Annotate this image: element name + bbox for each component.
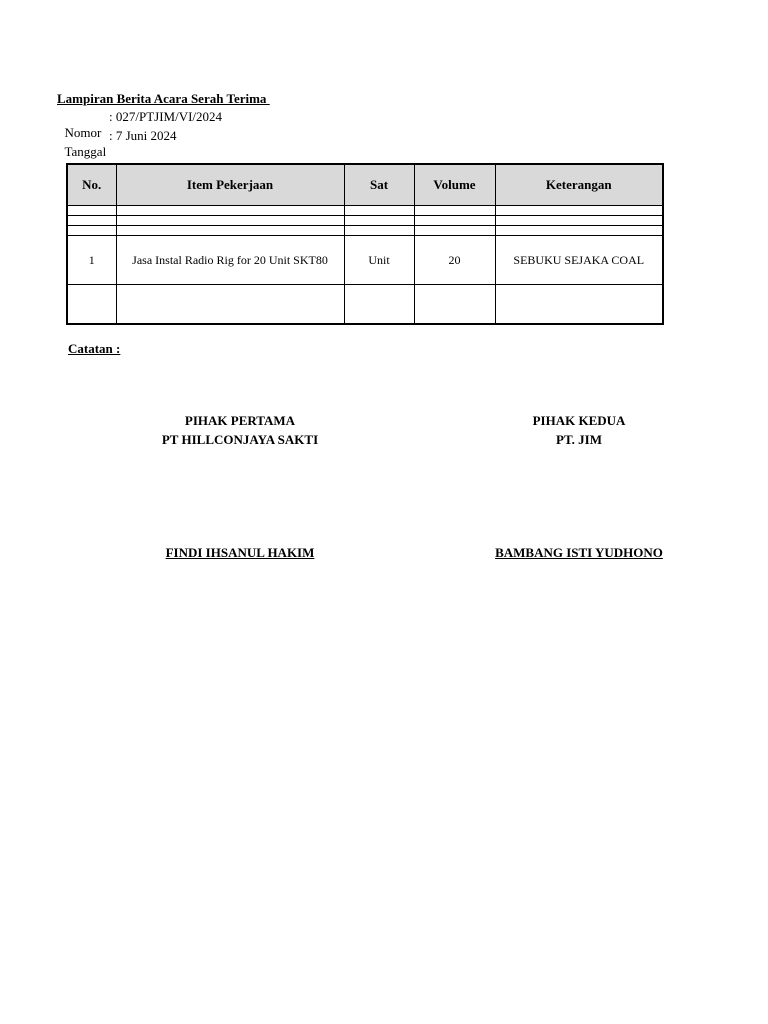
cell-item: Jasa Instal Radio Rig for 20 Unit SKT80 [116,236,344,285]
first-party-signer: FINDI IHSANUL HAKIM [165,545,315,560]
document-title: Lampiran Berita Acara Serah Terima [57,91,270,106]
catatan-label: Catatan : [68,341,121,356]
second-party-company: PT. JIM [556,432,602,447]
table-row [67,236,663,285]
header-volume: Volume [414,164,495,206]
table-spacer-row [67,216,663,226]
nomor-value: : 027/PTJIM/VI/2024 [109,109,223,124]
table-spacer-row [67,206,663,216]
first-party-block [120,411,360,449]
items-table [66,163,664,325]
header-keterangan: Keterangan [495,164,663,206]
second-party-signer: BAMBANG ISTI YUDHONO [495,545,663,560]
tanggal-value: : 7 Juni 2024 [109,128,177,143]
table-header-row [67,164,663,206]
cell-sat: Unit [344,236,414,285]
first-party-role: PIHAK PERTAMA [184,413,296,428]
cell-volume: 20 [414,236,495,285]
first-party-company: PT HILLCONJAYA SAKTI [161,432,319,447]
header-no: No. [67,164,116,206]
table-empty-row [67,285,663,325]
cell-no: 1 [67,236,116,285]
header-sat: Sat [344,164,414,206]
tanggal-label: Tanggal [64,144,107,159]
second-party-block [459,411,699,449]
nomor-label: Nomor [64,125,102,140]
cell-keterangan: SEBUKU SEJAKA COAL [495,236,663,285]
header-item-pekerjaan: Item Pekerjaan [116,164,344,206]
second-party-role: PIHAK KEDUA [532,413,626,428]
table-spacer-row [67,226,663,236]
